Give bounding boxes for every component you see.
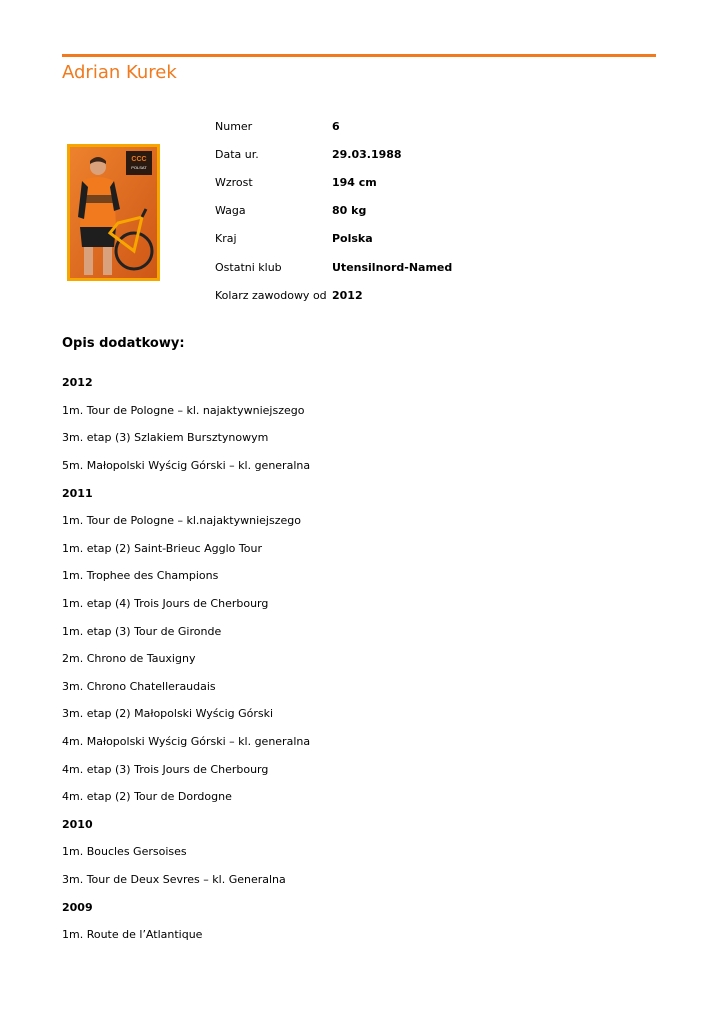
info-row-number <box>215 112 452 140</box>
info-label: Wzrost <box>215 175 253 189</box>
info-value: 80 kg <box>332 204 367 218</box>
info-value: 2012 <box>332 288 363 302</box>
info-row-last-club <box>215 253 452 281</box>
info-row-weight <box>215 197 452 225</box>
year-heading: 2012 <box>62 376 93 390</box>
rider-portrait-photo-icon <box>70 147 157 278</box>
list-item: 2m. Chrono de Tauxigny <box>62 652 196 666</box>
year-heading: 2010 <box>62 817 93 831</box>
list-item: 1m. Boucles Gersoises <box>62 845 187 859</box>
list-item: 3m. Chrono Chatelleraudais <box>62 679 216 693</box>
year-heading: 2009 <box>62 900 93 914</box>
info-value: Polska <box>332 232 373 246</box>
list-item: 1m. Trophee des Champions <box>62 569 219 583</box>
list-item: 1m. Tour de Pologne – kl.najaktywniejszego <box>62 514 301 528</box>
list-item: 3m. Tour de Deux Sevres – kl. Generalna <box>62 872 286 886</box>
list-item: 4m. Małopolski Wyścig Górski – kl. generalna <box>62 735 311 749</box>
year-heading: 2011 <box>62 486 93 500</box>
info-value: 194 cm <box>332 175 377 189</box>
page-title: Adrian Kurek <box>62 62 177 83</box>
info-row-birthdate <box>215 140 452 168</box>
info-label: Waga <box>215 204 246 218</box>
photo-logo-text: CCC <box>131 156 147 163</box>
info-label: Numer <box>215 119 253 133</box>
info-label: Kraj <box>215 232 237 246</box>
info-label: Ostatni klub <box>215 260 282 274</box>
list-item: 1m. etap (4) Trois Jours de Cherbourg <box>62 597 269 611</box>
list-item: 1m. Route de l’Atlantique <box>62 928 203 942</box>
list-item: 4m. etap (3) Trois Jours de Cherbourg <box>62 762 269 776</box>
list-item: 1m. etap (3) Tour de Gironde <box>62 624 222 638</box>
achievements-list <box>62 369 310 948</box>
info-row-country <box>215 225 452 253</box>
list-item: 3m. etap (2) Małopolski Wyścig Górski <box>62 707 274 721</box>
info-label: Kolarz zawodowy od <box>215 288 327 302</box>
info-row-height <box>215 168 452 196</box>
list-item: 3m. etap (3) Szlakiem Bursztynowym <box>62 431 269 445</box>
info-value: Utensilnord-Named <box>332 260 453 274</box>
list-item: 5m. Małopolski Wyścig Górski – kl. generalna <box>62 459 311 473</box>
info-label: Data ur. <box>215 147 259 161</box>
info-value: 29.03.1988 <box>332 147 402 161</box>
info-row-pro-since <box>215 281 452 309</box>
rider-photo <box>67 144 160 281</box>
photo-logo-subtext: POLSAT <box>131 165 147 170</box>
info-value: 6 <box>332 119 340 133</box>
description-heading: Opis dodatkowy: <box>62 336 185 351</box>
header-rule <box>62 54 656 57</box>
list-item: 4m. etap (2) Tour de Dordogne <box>62 790 232 804</box>
list-item: 1m. etap (2) Saint-Brieuc Agglo Tour <box>62 541 262 555</box>
rider-info-table <box>215 112 452 309</box>
list-item: 1m. Tour de Pologne – kl. najaktywniejszego <box>62 403 305 417</box>
